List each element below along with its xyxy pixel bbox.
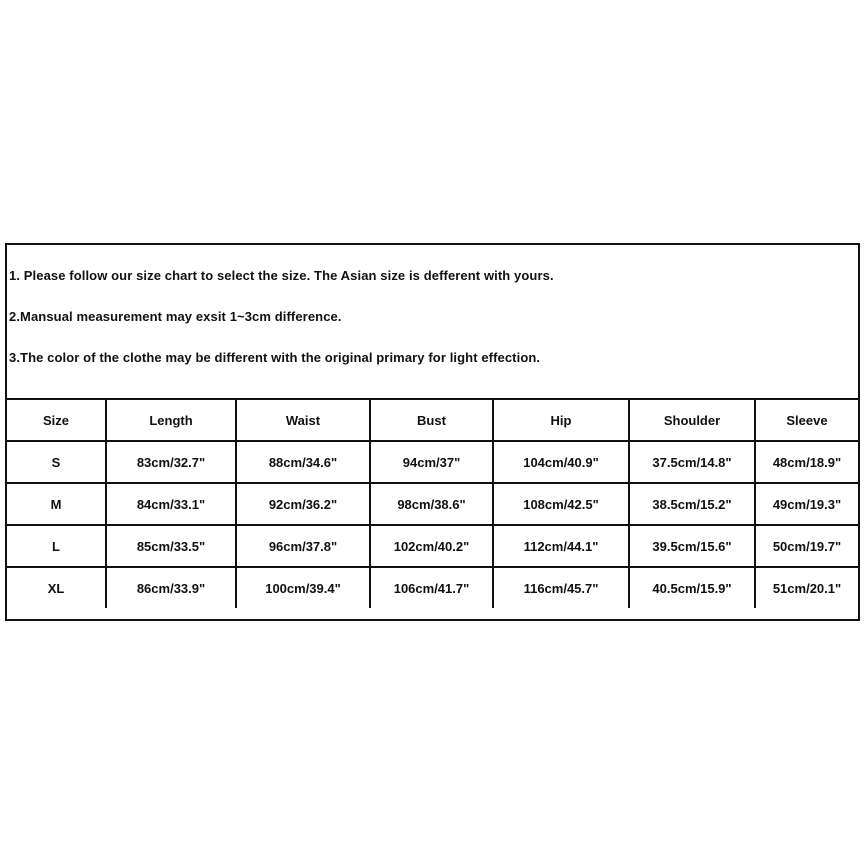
waist-cell: 88cm/34.6": [236, 441, 370, 483]
waist-cell: 92cm/36.2": [236, 483, 370, 525]
header-shoulder: Shoulder: [629, 400, 755, 441]
notes-box: [7, 245, 858, 400]
sleeve-cell: 48cm/18.9": [755, 441, 858, 483]
table-row: [7, 567, 858, 608]
bust-cell: 106cm/41.7": [370, 567, 493, 608]
length-cell: 84cm/33.1": [106, 483, 236, 525]
header-sleeve: Sleeve: [755, 400, 858, 441]
header-length: Length: [106, 400, 236, 441]
note-3: 3.The color of the clothe may be different with the original primary for light effection.: [9, 350, 541, 365]
sleeve-cell: 51cm/20.1": [755, 567, 858, 608]
hip-cell: 112cm/44.1": [493, 525, 629, 567]
size-cell: XL: [7, 567, 106, 608]
shoulder-cell: 39.5cm/15.6": [629, 525, 755, 567]
sleeve-cell: 49cm/19.3": [755, 483, 858, 525]
shoulder-cell: 37.5cm/14.8": [629, 441, 755, 483]
table-row: [7, 483, 858, 525]
bust-cell: 98cm/38.6": [370, 483, 493, 525]
waist-cell: 100cm/39.4": [236, 567, 370, 608]
sleeve-cell: 50cm/19.7": [755, 525, 858, 567]
hip-cell: 104cm/40.9": [493, 441, 629, 483]
hip-cell: 116cm/45.7": [493, 567, 629, 608]
size-table: [7, 400, 858, 608]
shoulder-cell: 38.5cm/15.2": [629, 483, 755, 525]
shoulder-cell: 40.5cm/15.9": [629, 567, 755, 608]
table-row: [7, 525, 858, 567]
bust-cell: 94cm/37": [370, 441, 493, 483]
size-cell: S: [7, 441, 106, 483]
bust-cell: 102cm/40.2": [370, 525, 493, 567]
size-cell: L: [7, 525, 106, 567]
size-chart: [5, 243, 860, 621]
length-cell: 86cm/33.9": [106, 567, 236, 608]
note-2: 2.Mansual measurement may exsit 1~3cm difference.: [9, 309, 342, 324]
header-hip: Hip: [493, 400, 629, 441]
table-row: [7, 441, 858, 483]
length-cell: 83cm/32.7": [106, 441, 236, 483]
header-bust: Bust: [370, 400, 493, 441]
note-1: 1. Please follow our size chart to select the size. The Asian size is defferent with yours.: [9, 268, 554, 283]
size-cell: M: [7, 483, 106, 525]
header-size: Size: [7, 400, 106, 441]
header-waist: Waist: [236, 400, 370, 441]
table-header-row: [7, 400, 858, 441]
waist-cell: 96cm/37.8": [236, 525, 370, 567]
hip-cell: 108cm/42.5": [493, 483, 629, 525]
length-cell: 85cm/33.5": [106, 525, 236, 567]
